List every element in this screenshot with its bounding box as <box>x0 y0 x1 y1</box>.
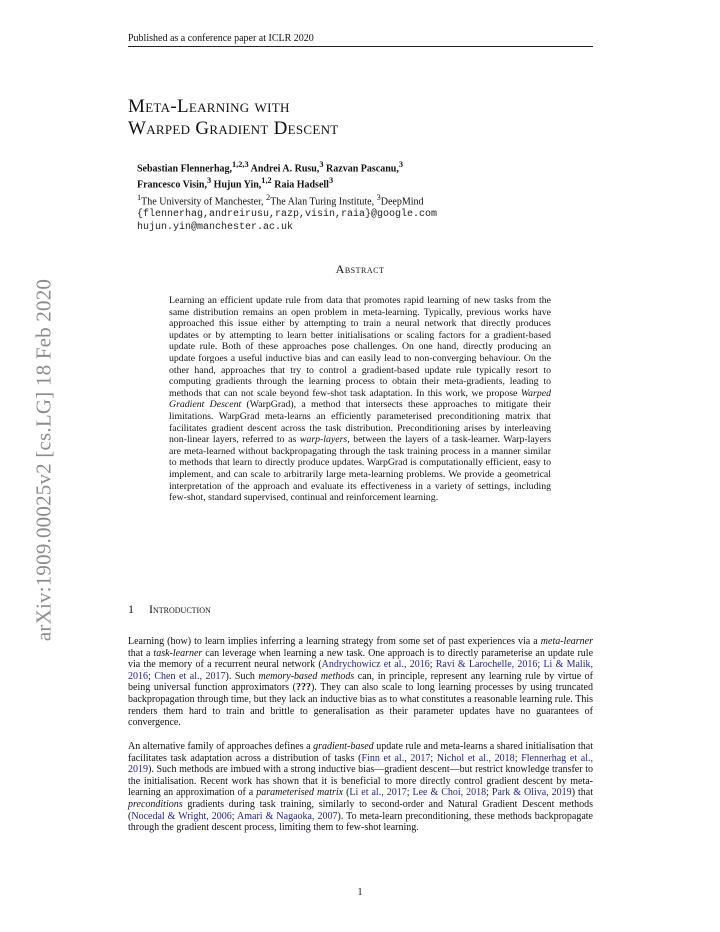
abstract-emphasis: Warped Gradient Descent <box>169 387 551 411</box>
abstract-text: Learning an efficient update rule from data that promotes rapid learning of new tasks from the same distribution remains an open problem in meta-learning. Typically, previous works have approached this issue either by attempting to train a neural network that directly produces updates or by attempting to learn better initialisations or scaling factors for a gradient-based update rule. Both of these approaches pose challenges. On one hand, directly producing an update forgoes a useful inductive bias and can easily lead to non-converging behaviour. On the other hand, approaches that try to control a gradient-based update rule typically resort to computing gradients through the learning process to obtain their meta-gradients, leading to methods that can not scale beyond few-shot task adaptation. In this work, we propose <box>169 295 551 399</box>
citation-separator: ; <box>231 810 238 822</box>
missing-citation-marker: ??? <box>295 682 311 694</box>
citation-separator: ; <box>429 659 436 671</box>
citation-separator: ; <box>430 752 437 764</box>
paragraph-text: ). To meta-learn preconditioning, these methods backpropagate through the gradient descent process, limiting them to few-shot learning. <box>128 810 593 834</box>
citation-link[interactable]: Nocedal & Wright, 2006 <box>131 810 232 822</box>
paper-title <box>128 96 339 140</box>
abstract-text: , between the layers of a task-learner. Warp-layers are meta-learned without backpropagating through the task training process in a manner similar to methods that learn to directly produce updates. WarpGrad is computationally efficient, easy to implement, and can scale to arbitrarily large meta-learning problems. We provide a geometrical interpretation of the approach and evaluate its effectiveness in a variety of settings, including few-shot, standard supervised, continual and reinforcement learning. <box>169 434 552 504</box>
author-name: Raia Hadsell <box>271 179 329 191</box>
paragraph-text: Learning (how) to learn implies inferring a learning strategy from some set of past experiences via a <box>128 636 541 647</box>
author-affil-mark: 3 <box>319 160 324 169</box>
citation-link[interactable]: Park & Oliva, 2019 <box>491 787 572 799</box>
author-affil-mark: 3 <box>328 176 334 186</box>
citation-link[interactable]: Lee & Choi, 2018 <box>412 787 487 799</box>
page-number: 1 <box>357 887 363 898</box>
author-line-1 <box>137 159 437 175</box>
paragraph-text: ). Such <box>225 670 259 682</box>
section-title: Introduction <box>149 602 211 616</box>
email-line-1: {flennerhag,andreirusu,razp,visin,raia}@google.com <box>137 208 438 220</box>
paragraph-text: ). They can also scale to long learning processes by using truncated backpropagation through time, but they lack an inductive bias as to what constitutes a reasonable learning rule. This renders them hard to train and brittle to generalisation as their parameter updates have no guarantees of convergence. <box>128 682 593 729</box>
affil-text: The University of Manchester, <box>141 195 267 207</box>
affil-mark: 2 <box>266 192 271 202</box>
author-name: Razvan Pascanu, <box>323 163 399 175</box>
citation-separator: ; <box>148 670 155 682</box>
author-name: Andrei A. Rusu, <box>248 163 320 175</box>
abstract-emphasis: warp-layers <box>299 434 348 446</box>
paragraph-text: ) that <box>571 787 593 799</box>
citation-separator: ; <box>537 659 544 671</box>
citation-link[interactable]: Li et al., 2017 <box>349 787 407 799</box>
citation-link[interactable]: Nichol et al., 2018 <box>436 752 515 764</box>
affil-mark: 3 <box>376 192 381 202</box>
paragraph-text: An alternative family of approaches defines a <box>128 741 314 752</box>
author-line-2 <box>137 175 437 191</box>
paragraph-emphasis: gradient-based <box>313 741 374 752</box>
paragraph-emphasis: memory-based methods <box>258 670 355 682</box>
affiliations <box>137 192 437 208</box>
affil-text: The Alan Turing Institute, <box>270 195 377 207</box>
abstract-heading: Abstract <box>335 262 385 276</box>
section-heading <box>128 602 211 617</box>
paragraph-emphasis: meta-learner <box>540 636 593 647</box>
author-affil-mark: 3 <box>398 160 403 169</box>
author-affil-mark: 1,2,3 <box>232 160 249 169</box>
paragraph-text: that a <box>128 647 154 659</box>
paragraph-text: can, in principle, represent any learning rule by virtue of being universal function approximators ( <box>128 670 594 694</box>
author-affil-mark: 1,2 <box>261 176 272 186</box>
affil-text: DeepMind <box>380 195 424 207</box>
header-rule <box>128 46 593 47</box>
paragraph-text: update rule and meta-learns a shared initialisation that facilitates task adaptation across a distribution of tasks ( <box>128 741 593 764</box>
citation-link[interactable]: Ravi & Larochelle, 2016 <box>435 659 538 671</box>
paragraph-emphasis: preconditions <box>128 798 183 810</box>
citation-separator: ; <box>486 787 492 799</box>
author-affil-mark: 3 <box>207 176 212 186</box>
author-name: Hujun Yin, <box>211 179 262 191</box>
arxiv-stamp-text: arXiv:1909.00025v2 [cs.LG] 18 Feb 2020 <box>31 278 56 642</box>
abstract-body <box>169 295 551 504</box>
abstract-text: (WarpGrad), a method that intersects these approaches to mitigate their limitations. WarpGrad meta-learns an efficiently parameterised preconditioning matrix that facilitates gradient descent across the task distribution. Preconditioning arises by interleaving non-linear layers, referred to as <box>169 399 551 446</box>
citation-link[interactable]: Finn et al., 2017 <box>361 752 431 764</box>
paragraph-text: ( <box>343 787 350 799</box>
title-line-1: Meta-Learning with <box>128 96 290 117</box>
citation-link[interactable]: Andrychowicz et al., 2016 <box>321 659 430 671</box>
paragraph-emphasis: task-learner <box>153 647 203 659</box>
citation-link[interactable]: Li & Malik, 2016 <box>128 659 593 682</box>
citation-link[interactable]: Flennerhag et al., 2019 <box>128 752 594 776</box>
author-name: Francesco Visin, <box>137 179 207 191</box>
author-block <box>137 159 437 234</box>
citation-link[interactable]: Chen et al., 2017 <box>154 670 226 682</box>
paragraph-text: can leverage when learning a new task. One approach is to directly parameterise an update rule via the memory of a recurrent neural network ( <box>128 647 594 671</box>
running-header: Published as a conference paper at ICLR 2020 <box>128 33 314 44</box>
email-line-2: hujun.yin@manchester.ac.uk <box>137 221 294 233</box>
section-number: 1 <box>128 602 134 616</box>
paragraph-text: ). Such methods are imbued with a strong inductive bias—gradient descent—but restrict knowledge transfer to the initialisation. Recent work has shown that it is beneficial to more directly control gradient descent by meta-learning an approximation of a <box>128 764 593 799</box>
citation-separator: ; <box>406 787 413 799</box>
paragraph-emphasis: parameterised matrix <box>256 787 344 799</box>
paragraph-text: gradients during task training, similarly to second-order and Natural Gradient Descent methods ( <box>128 798 593 822</box>
affil-mark: 1 <box>137 192 142 202</box>
intro-paragraph-2 <box>128 741 593 834</box>
title-line-2: Warped Gradient Descent <box>128 118 339 139</box>
author-name: Sebastian Flennerhag, <box>137 163 233 175</box>
intro-paragraph-1 <box>128 636 593 729</box>
citation-separator: ; <box>514 752 522 764</box>
citation-link[interactable]: Amari & Nagaoka, 2007 <box>237 810 338 822</box>
